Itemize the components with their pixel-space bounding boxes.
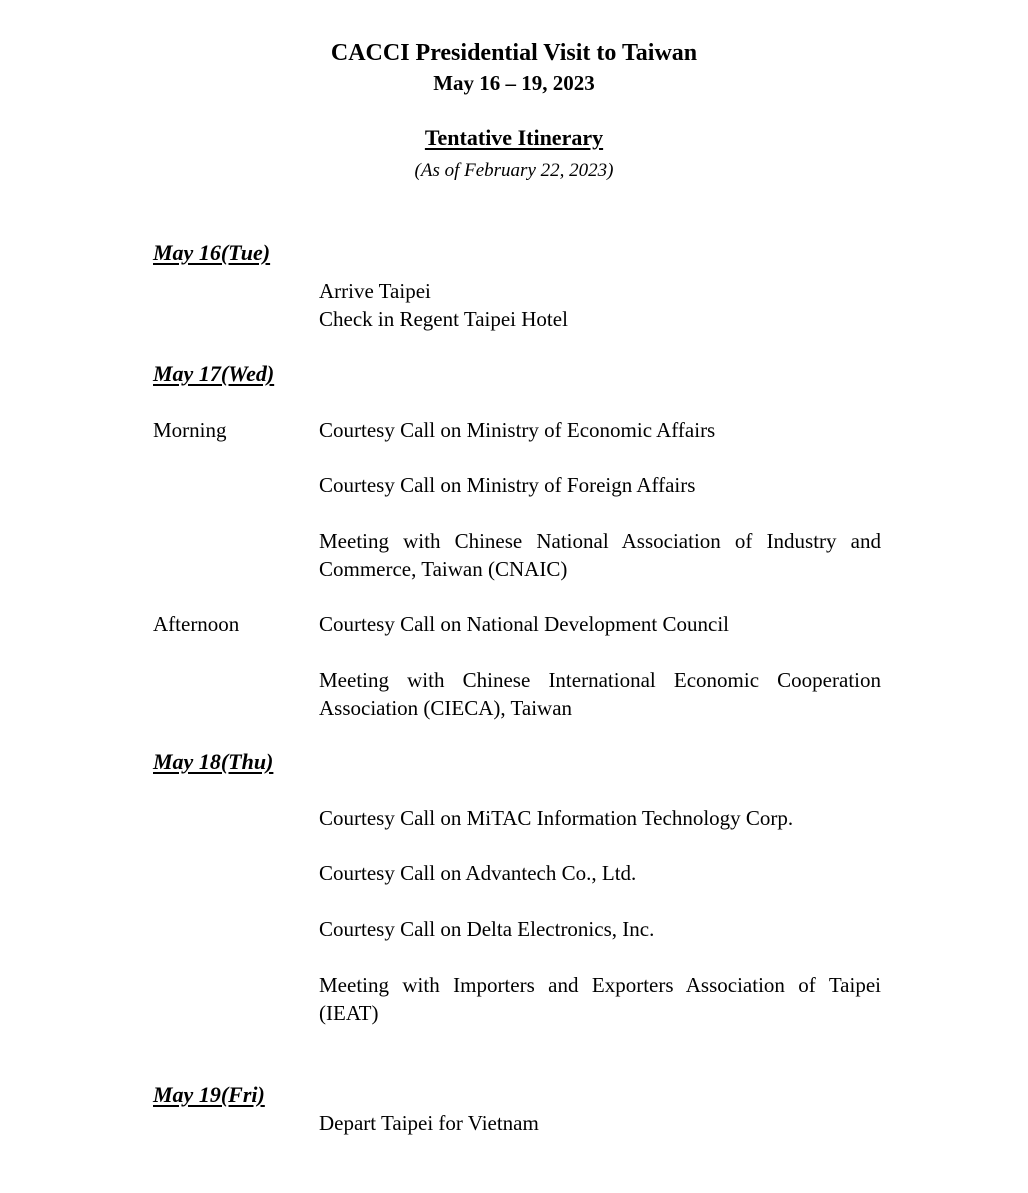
day-heading-may-16: May 16(Tue): [153, 240, 271, 265]
itinerary-item: Arrive Taipei: [319, 279, 431, 303]
time-slot-afternoon: Afternoon: [153, 612, 240, 636]
as-of-date: (As of February 22, 2023): [414, 160, 614, 181]
itinerary-item: Courtesy Call on Delta Electronics, Inc.: [319, 917, 655, 941]
itinerary-heading-text: Tentative Itinerary: [424, 125, 604, 150]
itinerary-item: Courtesy Call on MiTAC Information Technology Corp.: [319, 806, 794, 830]
day-heading-may-18: May 18(Thu): [153, 749, 274, 774]
document-title: CACCI Presidential Visit to Taiwan: [330, 40, 698, 66]
itinerary-item: Courtesy Call on Advantech Co., Ltd.: [319, 861, 637, 885]
itinerary-item: Meeting with Chinese International Economic Cooperation Association (CIECA), Taiwan: [319, 668, 881, 720]
itinerary-item: Courtesy Call on Ministry of Foreign Affairs: [319, 473, 696, 497]
itinerary-item: Check in Regent Taipei Hotel: [319, 307, 568, 331]
date-range: May 16 – 19, 2023: [433, 71, 595, 95]
itinerary-item: Courtesy Call on National Development Council: [319, 612, 730, 636]
day-heading-may-19: May 19(Fri): [153, 1082, 265, 1107]
itinerary-heading: [0, 125, 1028, 151]
day-heading-may-17: May 17(Wed): [153, 361, 275, 386]
time-slot-morning: Morning: [153, 418, 227, 442]
itinerary-item: Meeting with Chinese National Association of Industry and Commerce, Taiwan (CNAIC): [319, 529, 881, 581]
itinerary-item: Courtesy Call on Ministry of Economic Affairs: [319, 418, 716, 442]
itinerary-item: Meeting with Importers and Exporters Association of Taipei (IEAT): [319, 973, 881, 1025]
itinerary-item: Depart Taipei for Vietnam: [319, 1111, 539, 1135]
